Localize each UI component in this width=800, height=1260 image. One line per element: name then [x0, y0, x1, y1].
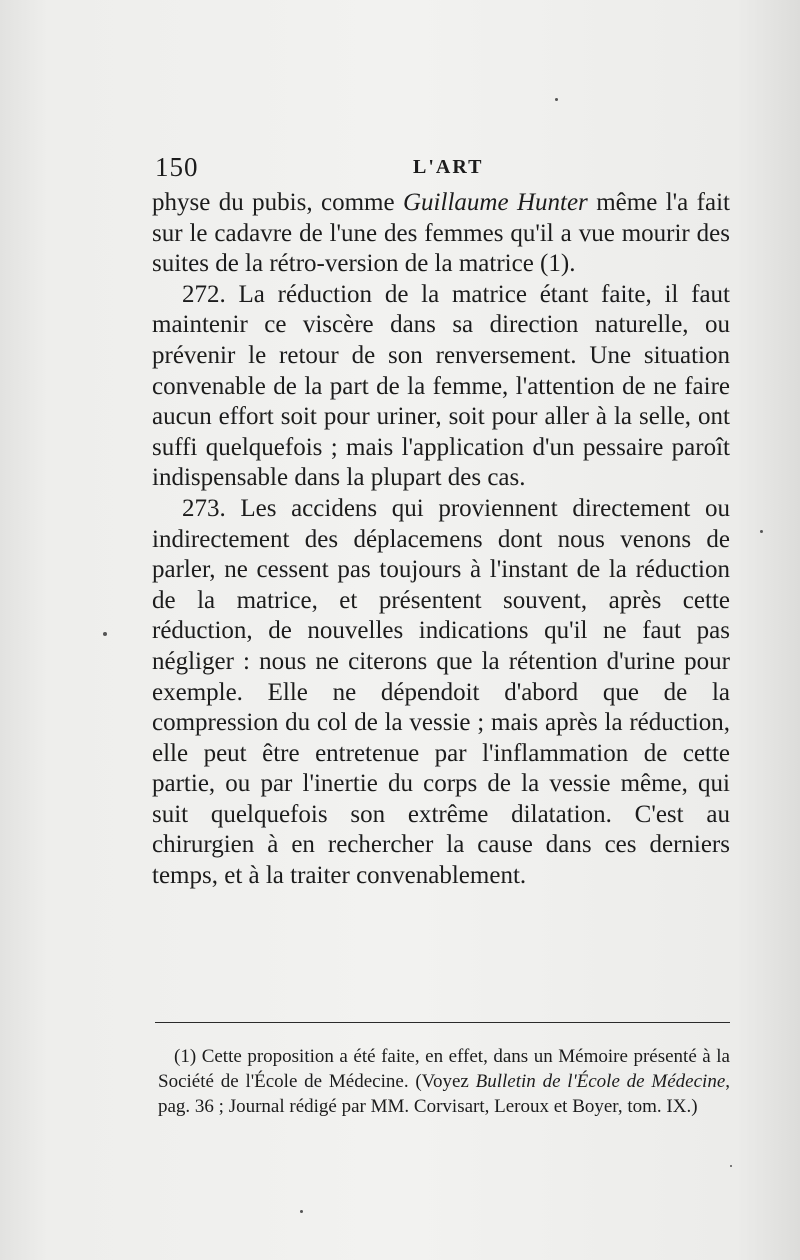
page-header — [155, 152, 730, 188]
page-number: 150 — [155, 152, 199, 182]
person-name: Guillaume Hunter — [403, 189, 588, 216]
footnote-text: (1) Cette proposition a été faite, en effet, dans un Mémoire présenté à la Société de l'École de Médecine. (Voyez — [158, 1046, 730, 1092]
paper-speck — [555, 98, 558, 101]
paper-speck — [730, 1165, 732, 1167]
paragraph-continuation — [152, 188, 730, 280]
paragraph-text: même l'a fait sur le cadavre de l'une des femmes qu'il a vue mourir des suites de la rétro-version de la matrice (1). — [152, 189, 730, 278]
footnote-divider — [155, 1022, 730, 1023]
paragraph-text: physe du pubis, comme — [152, 189, 403, 216]
paper-speck — [300, 1210, 303, 1213]
paper-speck — [103, 632, 107, 636]
footnote-text: , pag. 36 ; Journal rédigé par MM. Corvisart, Leroux et Boyer, tom. IX.) — [158, 1071, 730, 1117]
main-text — [152, 188, 730, 892]
footnote — [158, 1044, 730, 1119]
running-title: L'ART — [413, 156, 484, 178]
paragraph-272: 272. La réduction de la matrice étant faite, il faut maintenir ce viscère dans sa direction naturelle, ou prévenir le retour de son renversement. Une situation convenable de la part de la femme, l'attention de ne faire aucun effort soit pour uriner, soit pour aller à la selle, ont suffi quelquefois ; mais l'application d'un pessaire paroît indispensable dans la plupart des cas. — [152, 280, 730, 492]
footnote-journal-title: Bulletin de l'École de Médecine — [475, 1071, 726, 1092]
paragraph-273: 273. Les accidens qui proviennent directement ou indirectement des déplacemens dont nous venons de parler, ne cessent pas toujours à l'instant de la réduction de la matrice, et présentent souvent, après cette réduction, de nouvelles indications qu'il ne faut pas négliger : nous ne citerons que la rétention d'urine pour exemple. Elle ne dépendoit d'abord que de la compression du col de la vessie ; mais après la réduction, elle peut être entretenue par l'inflammation de cette partie, ou par l'inertie du corps de la vessie même, qui suit quelquefois son extrême dilatation. C'est au chirurgien à en rechercher la cause dans ces derniers temps, et à la traiter convenablement. — [152, 494, 730, 890]
paper-speck — [760, 530, 763, 533]
